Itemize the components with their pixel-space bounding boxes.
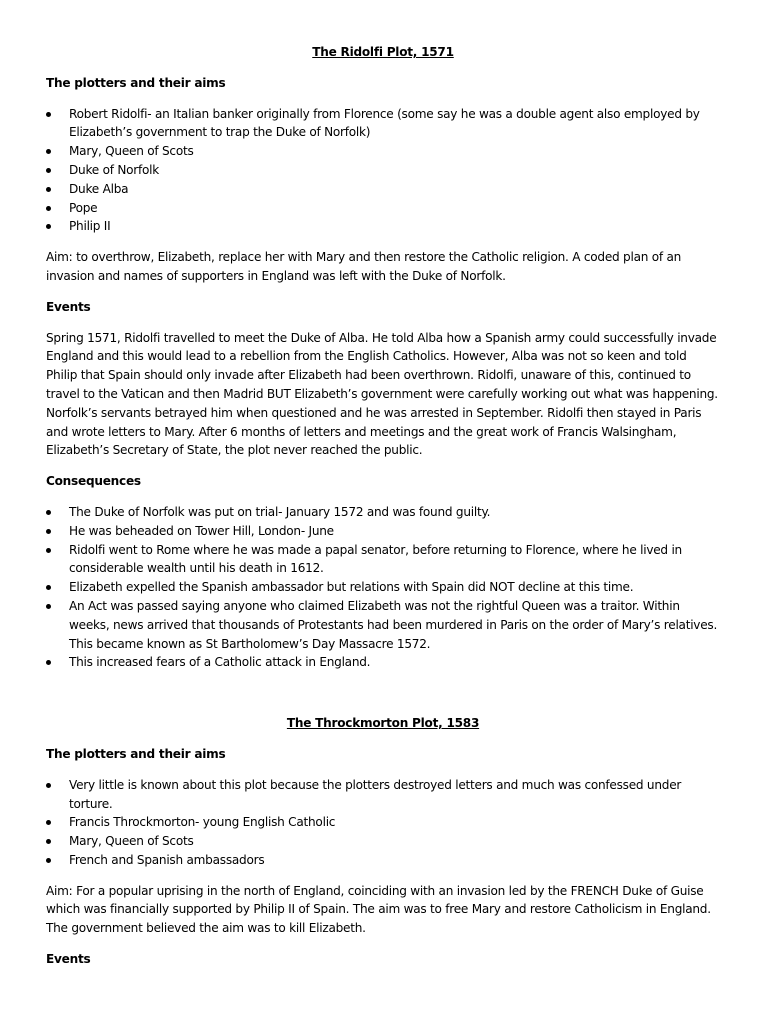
ridolfi-consequences-list <box>46 503 720 672</box>
list-item <box>46 541 720 579</box>
list-item-text: Very little is known about this plot because the plotters destroyed letters and much was confessed under torture. <box>69 777 682 811</box>
list-item <box>46 522 720 541</box>
list-item-text: Francis Throckmorton- young English Catholic <box>69 815 336 830</box>
ridolfi-consequences-heading: Consequences <box>46 474 141 489</box>
bullet-icon <box>46 783 51 788</box>
bullet-icon <box>46 168 51 173</box>
list-item <box>46 653 720 672</box>
bullet-icon <box>46 529 51 534</box>
list-item <box>46 813 720 832</box>
list-item <box>46 851 720 870</box>
ridolfi-aim: Aim: to overthrow, Elizabeth, replace her with Mary and then restore the Catholic religion. A coded plan of an invasion and names of supporters in England was left with the Duke of Norfolk. <box>46 250 682 283</box>
bullet-icon <box>46 585 51 590</box>
list-item <box>46 199 720 218</box>
bullet-icon <box>46 604 51 609</box>
list-item-text: Pope <box>69 200 98 215</box>
ridolfi-events: Spring 1571, Ridolfi travelled to meet the Duke of Alba. He told Alba how a Spanish army could successfully invade England and this would lead to a rebellion from the English Catholics. However, Alba was not so keen and told Philip that Spain should only invade after Elizabeth had been overthrown. Ridolfi, unaware of this, continued to travel to the Vatican and then Madrid BUT Elizabeth’s government were carefully working out what was happening. Norfolk’s servants betrayed him when questioned and he was arrested in September. Ridolfi then stayed in Paris and wrote letters to Mary. After 6 months of letters and meetings and the great work of Francis Walsingham, Elizabeth’s Secretary of State, the plot never reached the public. <box>46 330 718 458</box>
throckmorton-plotters-heading: The plotters and their aims <box>46 746 226 761</box>
bullet-icon <box>46 858 51 863</box>
list-item-text: Mary, Queen of Scots <box>69 834 194 849</box>
list-item-text: Philip II <box>69 219 111 234</box>
list-item <box>46 832 720 851</box>
bullet-icon <box>46 112 51 117</box>
throckmorton-section <box>46 714 720 969</box>
ridolfi-events-heading: Events <box>46 299 91 314</box>
section-spacer <box>46 684 720 714</box>
bullet-icon <box>46 206 51 211</box>
list-item-text: Robert Ridolfi- an Italian banker originally from Florence (some say he was a double agent also employed by Elizabeth’s government to trap the Duke of Norfolk) <box>69 106 700 140</box>
list-item-text: He was beheaded on Tower Hill, London- June <box>69 523 334 538</box>
list-item <box>46 180 720 199</box>
list-item-text: The Duke of Norfolk was put on trial- January 1572 and was found guilty. <box>69 504 491 519</box>
ridolfi-plotters-list <box>46 105 720 237</box>
list-item <box>46 503 720 522</box>
list-item <box>46 578 720 597</box>
list-item-text: French and Spanish ambassadors <box>69 852 265 867</box>
bullet-icon <box>46 820 51 825</box>
list-item <box>46 776 720 814</box>
list-item-text: Duke Alba <box>69 181 129 196</box>
list-item-text: Duke of Norfolk <box>69 162 160 177</box>
list-item <box>46 597 720 653</box>
bullet-icon <box>46 149 51 154</box>
list-item-text: An Act was passed saying anyone who claimed Elizabeth was not the rightful Queen was a traitor. Within weeks, news arrived that thousands of Protestants had been murdered in Paris on the order of Mary’s relatives. This became known as St Bartholomew’s Day Massacre 1572. <box>69 598 718 651</box>
list-item-text: This increased fears of a Catholic attack in England. <box>69 655 371 670</box>
throckmorton-events-heading: Events <box>46 952 91 967</box>
bullet-icon <box>46 548 51 553</box>
throckmorton-plotters-list <box>46 776 720 870</box>
bullet-icon <box>46 660 51 665</box>
ridolfi-title: The Ridolfi Plot, 1571 <box>312 45 454 59</box>
list-item-text: Mary, Queen of Scots <box>69 144 194 159</box>
throckmorton-aim: Aim: For a popular uprising in the north of England, coinciding with an invasion led by the FRENCH Duke of Guise which was financially supported by Philip II of Spain. The aim was to free Mary and restore Catholicism in England. The government believed the aim was to kill Elizabeth. <box>46 883 711 936</box>
ridolfi-plotters-heading: The plotters and their aims <box>46 75 226 90</box>
throckmorton-title: The Throckmorton Plot, 1583 <box>286 716 480 731</box>
list-item-text: Ridolfi went to Rome where he was made a papal senator, before returning to Florence, where he lived in considerable wealth until his death in 1612. <box>69 542 682 576</box>
bullet-icon <box>46 510 51 515</box>
list-item <box>46 217 720 236</box>
list-item <box>46 142 720 161</box>
ridolfi-section <box>46 43 720 672</box>
bullet-icon <box>46 839 51 844</box>
bullet-icon <box>46 224 51 229</box>
list-item-text: Elizabeth expelled the Spanish ambassador but relations with Spain did NOT decline at this time. <box>69 580 634 595</box>
bullet-icon <box>46 187 51 192</box>
list-item <box>46 161 720 180</box>
document-page <box>46 43 720 981</box>
list-item <box>46 105 720 143</box>
